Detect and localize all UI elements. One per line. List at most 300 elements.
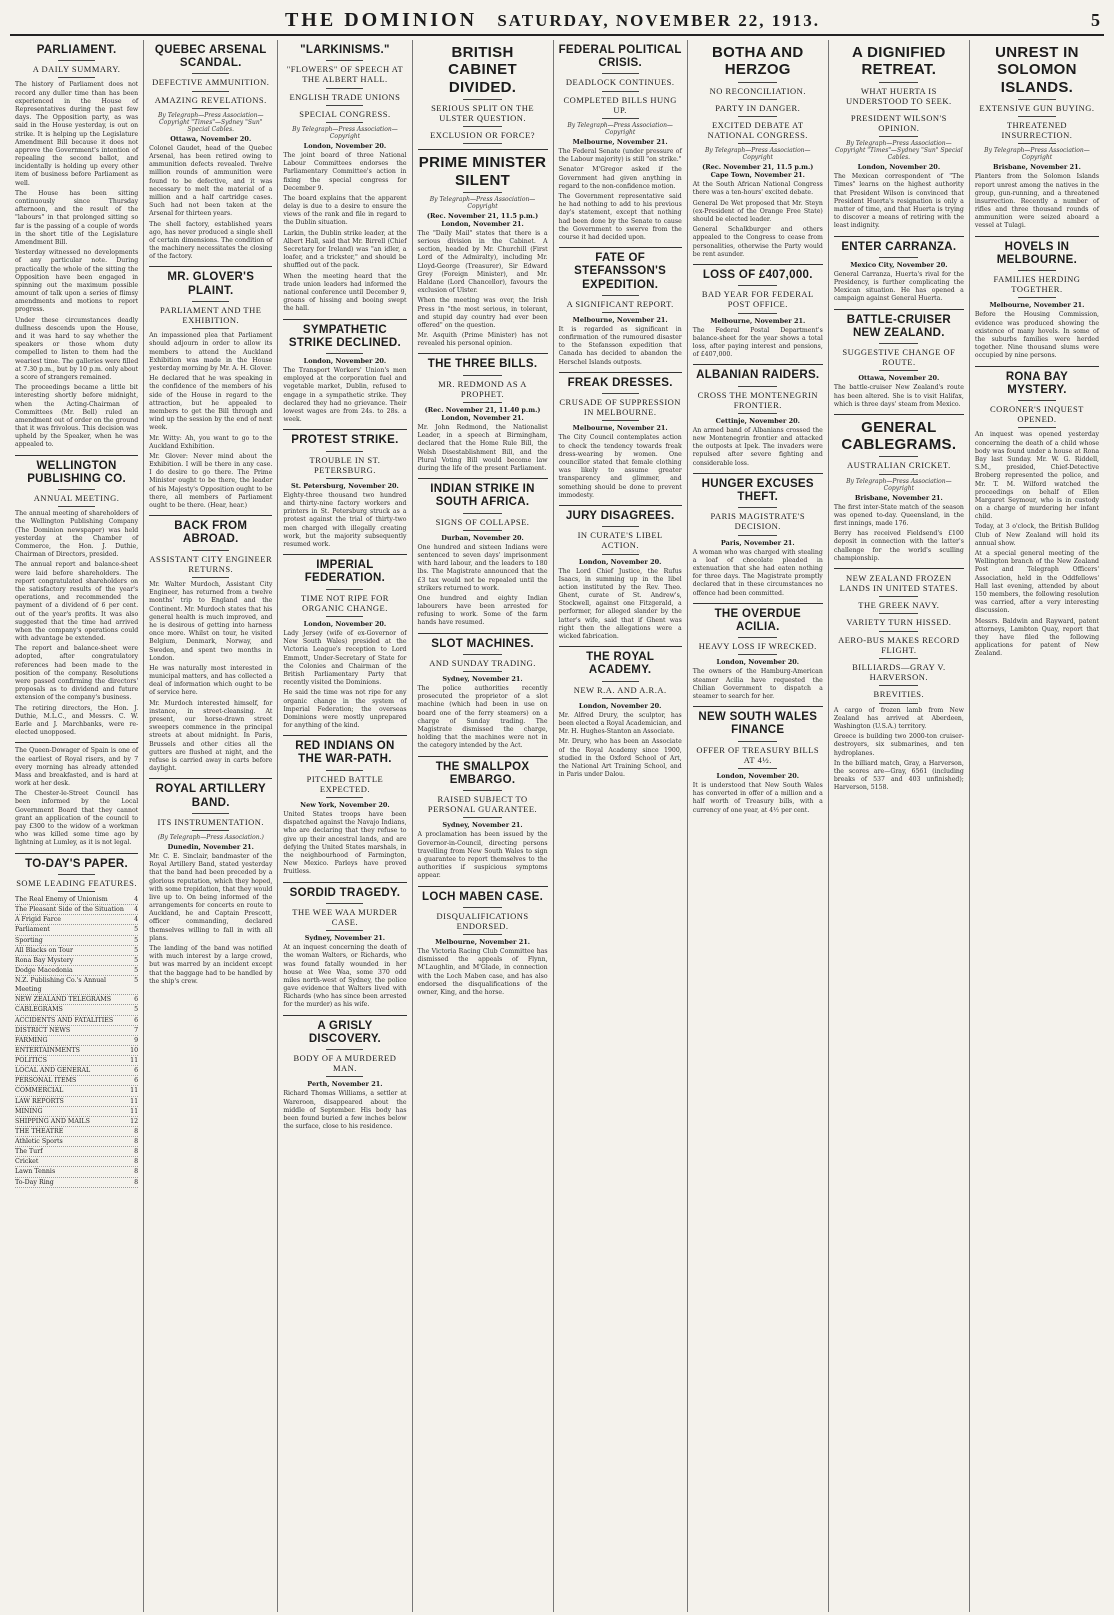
article-headline: JURY DISAGREES.: [565, 509, 675, 522]
article-subhead: AMAZING REVELATIONS.: [154, 94, 267, 105]
index-entry: [15, 936, 138, 946]
index-label: ACCIDENTS AND FATALITIES: [15, 1016, 114, 1024]
subhead-rule: [463, 126, 502, 127]
article-subhead: AERO-BUS MAKES RECORD FLIGHT.: [838, 634, 960, 655]
article-paragraph: The Federal Senate (under pressure of the Labour majority) is still "on strike.": [558, 148, 682, 164]
index-page: 8: [134, 1168, 139, 1176]
subhead-rule: [326, 797, 363, 798]
article-paragraph: The annual meeting of shareholders of the Wellington Publishing Company (The Dominion newspaper) was held yesterday at the Chamber of Commerce, the Hon. J. Duthie, Chairman of Directors, presided.: [15, 510, 139, 559]
headline-rule: [738, 637, 777, 638]
index-page: 5: [134, 926, 139, 934]
article-headline: THE THREE BILLS.: [427, 358, 538, 371]
article-separator: [15, 742, 138, 743]
subhead-rule: [463, 530, 502, 531]
index-label: The Turf: [15, 1148, 43, 1156]
subhead-rule: [463, 817, 502, 818]
dateline: London, November 20.: [716, 658, 800, 667]
headline-rule: [738, 285, 777, 286]
article-separator: [693, 473, 823, 474]
subhead-rule: [738, 768, 777, 769]
index-label: All Blacks on Tour: [15, 946, 73, 954]
article-separator: [834, 309, 964, 310]
article: [15, 455, 138, 738]
article: [834, 414, 964, 563]
dateline: London, November 20.: [578, 557, 662, 566]
column-6: [688, 40, 829, 1612]
article-separator: [834, 568, 964, 569]
column-3: [278, 40, 412, 1612]
subhead-rule: [602, 91, 639, 92]
subhead-rule: [463, 402, 502, 403]
dateline: Melbourne, November 21.: [572, 315, 668, 324]
article: [418, 756, 548, 881]
index-entry: [15, 966, 138, 976]
article-headline: HOVELS IN MELBOURNE.: [996, 240, 1078, 266]
article-paragraph: Mr. Asquith (Prime Minister) has not revealed his personal opinion.: [417, 332, 548, 348]
dateline: (Rec. November 21, 11.40 p.m.) London, November 21.: [424, 406, 541, 423]
dateline: Sydney, November 21.: [442, 675, 523, 684]
article-paragraph: The retiring directors, the Hon. J. Duthie, M.L.C., and Messrs. C. W. Earle and J. Marchbanks, were re-elected unopposed.: [15, 704, 139, 737]
article-paragraph: The report and balance-sheet were adopted, after congratulatory references had been made to the position of the company. Resolutions were passed confirming the directors' proposals as to dividend and future extension of the company's business.: [15, 645, 139, 702]
article-subhead: BODY OF A MURDERED MAN.: [293, 1053, 397, 1074]
index-page: 6: [134, 1016, 139, 1024]
subhead-rule: [738, 143, 777, 144]
article-paragraph: The first inter-State match of the season was opened to-day. Queensland, in the first innings, made 176.: [833, 503, 964, 527]
article-subhead: MR. REDMOND AS A PROPHET.: [438, 378, 527, 399]
article-headline: SLOT MACHINES.: [431, 637, 534, 650]
masthead-day: SATURDAY,: [497, 10, 610, 30]
subhead-rule: [602, 698, 639, 699]
headline-rule: [879, 456, 918, 457]
column-1: [10, 40, 144, 1612]
article-headline: QUEBEC ARSENAL SCANDAL.: [154, 44, 267, 70]
article-headline: BATTLE-CRUISER NEW ZEALAND.: [846, 313, 951, 339]
article-headline: THE ROYAL ACADEMY.: [586, 651, 655, 677]
article: [149, 266, 272, 510]
index-label: ENTERTAINMENTS: [15, 1046, 81, 1054]
article: [559, 44, 682, 242]
headline-rule: [879, 257, 918, 258]
index-label: FARMING: [15, 1036, 48, 1044]
article-subhead: ASSISTANT CITY ENGINEER RETURNS.: [149, 553, 273, 574]
article-paragraph: He said the time was not ripe for any organic change in the system of Imperial Federation; the overseas Dominions were mostly unprepared for anything of the kind.: [283, 689, 407, 730]
headline-rule: [602, 73, 639, 74]
article: [15, 853, 138, 1188]
article: [693, 603, 823, 701]
headline-rule: [879, 343, 918, 344]
index-entry: [15, 1026, 138, 1036]
index-label: LOCAL AND GENERAL: [15, 1067, 91, 1075]
article-separator: [283, 319, 406, 320]
index-entry: [15, 1107, 138, 1117]
article-subhead: SUGGESTIVE CHANGE OF ROUTE.: [842, 346, 956, 368]
headline-rule: [326, 589, 363, 590]
article-paragraph: The Lord Chief Justice, the Rufus Isaacs, in summing up in the libel action instituted by the Rev. Theo. Ghent, curate of St. Andrew's, Stockwell, against one Fitzgerald, a performer, for alleged slander by the latter's wife, said that if Ghent was right then the allegations were a wicked fabrication.: [558, 567, 682, 641]
article-separator: [283, 735, 406, 736]
headline-rule: [463, 375, 502, 376]
dateline: London, November 20.: [578, 701, 662, 710]
article-separator: [283, 429, 406, 430]
article-subhead: HEAVY LOSS IF WRECKED.: [698, 641, 817, 652]
headline-rule: [326, 451, 363, 452]
article: [559, 372, 682, 500]
subhead-rule: [879, 613, 918, 614]
subhead-rule: [192, 577, 229, 578]
index-label: CABLEGRAMS: [15, 1006, 63, 1014]
article-paragraph: An impassioned plea that Parliament should adjourn in order to allow its members to attend the Auckland Exhibition was made in the House yesterday morning by Mr. A. H. Glover.: [149, 332, 273, 372]
article-headline: MR. GLOVER'S PLAINT.: [167, 271, 255, 297]
index-label: COMMERCIAL: [15, 1087, 64, 1095]
headline-rule: [602, 681, 639, 682]
dateline: London, November 20.: [303, 141, 387, 150]
index-entry: [15, 1056, 138, 1066]
columns-container: [10, 40, 1104, 1612]
index-entry: [15, 946, 138, 956]
subhead-rule: [326, 122, 363, 123]
article-subhead: PARTY IN DANGER.: [715, 102, 801, 113]
index-entry: [15, 895, 138, 905]
article-paragraph: A cargo of frozen lamb from New Zealand has arrived at Aberdeen, Washington (U.S.A.) territory.: [833, 706, 964, 730]
article-headline: ENTER CARRANZA.: [841, 240, 957, 253]
index-entry: [15, 925, 138, 935]
index-entry: [15, 1178, 138, 1188]
article-headline: ALBANIAN RAIDERS.: [696, 369, 820, 382]
article-subhead: SIGNS OF COLLAPSE.: [435, 516, 530, 527]
article-headline: FREAK DRESSES.: [567, 376, 673, 389]
article-subhead: "FLOWERS" OF SPEECH AT THE ALBERT HALL.: [286, 64, 404, 85]
article-paragraph: When the meeting was over, the Irish Press in "the most serious, in tolerant, and stupid day country had ever been offered" on the question.: [417, 297, 548, 329]
index-page: 11: [130, 1087, 139, 1095]
headline-rule: [326, 770, 363, 771]
subhead-rule: [738, 413, 777, 414]
article-headline: IMPERIAL FEDERATION.: [304, 559, 386, 585]
subhead-rule: [1018, 427, 1055, 428]
article-subhead: A DAILY SUMMARY.: [32, 64, 121, 75]
article-paragraph: The Queen-Dowager of Spain is one of the earliest of Royal risers, and by 7 every morning has already attended Mass and breakfasted, and is hard at work at her desk.: [15, 747, 139, 788]
subhead-rule: [463, 934, 502, 935]
article-separator: [693, 264, 823, 265]
article-paragraph: United States troops have been dispatched against the Navajo Indians, who are declaring that they refuse to give up their ancestral lands, and are defying the United States marshals, in the neighbourhood of Farmington, New Mexico. Parleys have proved fruitless.: [283, 811, 407, 876]
index-entry: [15, 1016, 138, 1026]
article-headline: BOTHA AND HERZOG: [711, 44, 804, 79]
dateline: Paris, November 21.: [720, 538, 795, 547]
index-page: 11: [130, 1097, 139, 1105]
index-label: Parliament: [15, 926, 50, 934]
article-paragraph: One hundred and eighty Indian labourers have been arrested for refusing to work. Some of the farm hands have resumed.: [417, 594, 548, 627]
article-headline: PROTEST STRIKE.: [291, 434, 399, 447]
article-paragraph: Berry has received Fieldsend's £100 deposit in connection with the latter's challenge for the world's sculling championship.: [833, 530, 964, 562]
subhead-rule: [192, 830, 229, 831]
index-label: DISTRICT NEWS: [15, 1026, 71, 1034]
headline-rule: [326, 353, 363, 354]
article-paragraph: In the billiard match, Gray, a Harverson, the scores are—Gray, 6561 (including breaks of 537 and 403 unfinished); Harverson, 5158.: [833, 759, 964, 792]
article-headline: SORDID TRAGEDY.: [289, 886, 401, 899]
article-paragraph: Mr. Drury, who has been an Associate of the Royal Academy since 1900, studied in the Oxford School of Art, the National Art Training School, and in Paris under Dalou.: [558, 738, 682, 779]
article-paragraph: It is understood that New South Wales has converted in offer of a million and a half worth of Treasury bills, with a currency of one year, at 4½ per cent.: [692, 781, 823, 814]
subhead-rule: [738, 116, 777, 117]
article-subhead: DEFECTIVE AMMUNITION.: [152, 77, 270, 88]
article: [834, 568, 964, 793]
newspaper-title: THE DOMINION: [284, 8, 478, 31]
article-paragraph: General De Wet proposed that Mr. Steyn (ex-President of the Orange Free State) should be elected leader.: [692, 199, 823, 223]
dateline: Dunedin, November 21.: [167, 842, 254, 851]
subhead-rule: [738, 535, 777, 536]
subhead-rule: [879, 703, 918, 704]
article-separator: [559, 646, 682, 647]
article: [283, 882, 406, 1010]
article-paragraph: The House has been sitting continuously since Thursday afternoon, and the result of the "labours" in that prolonged sitting so far is the passing of a couple of words in the short title of the Legislature Amendment Bill.: [15, 189, 139, 246]
dateline: (Rec. November 21, 11.5 p.m.) Cape Town, November 21.: [702, 163, 814, 180]
press-credit: By Telegraph—Press Association—Copyright: [292, 125, 398, 140]
index-label: Athletic Sports: [15, 1138, 63, 1145]
article-paragraph: Senator M'Gregor asked if the Government had given anything in regard to the non-confidence motion.: [558, 166, 682, 190]
article-paragraph: Before the Housing Commission, evidence was produced showing the existence of many hovels. In some of the suburbs families were herded together. Nine thousand slums were occupied by nine persons.: [974, 311, 1100, 360]
headline-rule: [192, 813, 229, 814]
subhead-rule: [326, 616, 363, 617]
article-paragraph: It is regarded as significant in confirmation of the rumoured disaster to the Stefansson expedition that Canada has decided to abandon the Herschel Islands outposts.: [558, 325, 682, 366]
headline-rule: [1018, 270, 1055, 271]
headline-rule: [602, 526, 639, 527]
subhead-rule: [58, 77, 95, 78]
press-credit: By Telegraph—Press Association—Copyright: [705, 147, 811, 162]
article-paragraph: At the South African National Congress there was a ten-hours' excited debate.: [692, 181, 823, 197]
index-page: 7: [134, 1026, 139, 1034]
dateline: (Rec. November 21, 11.5 p.m.) London, November 21.: [426, 211, 539, 228]
article-subhead: CRUSADE OF SUPPRESSION IN MELBOURNE.: [559, 397, 681, 418]
subhead-rule: [738, 99, 777, 100]
masthead-center: [285, 9, 820, 32]
article-subhead: CROSS THE MONTENEGRIN FRONTIER.: [697, 389, 818, 410]
article-paragraph: He was naturally most interested in municipal matters, and has collected a deal of information which ought to be of service here.: [149, 664, 273, 697]
article: [283, 1015, 406, 1132]
index-page: 10: [130, 1046, 139, 1054]
subhead-rule: [326, 478, 363, 479]
article-subhead: TIME NOT RIPE FOR ORGANIC CHANGE.: [300, 592, 389, 613]
article-subhead: DISQUALIFICATIONS ENDORSED.: [436, 910, 529, 931]
article-subhead: EXCITED DEBATE AT NATIONAL CONGRESS.: [707, 119, 808, 141]
article: [559, 505, 682, 641]
article-paragraph: An inquest was opened yesterday concerning the death of a child whose body was found under a house at Rona Bay last Sunday. Mr. W. G. Riddell, S.M., presided, Chief-Detective Broberg represented the police, and Mr. T. M. Wilford watched the proceedings on behalf of Ellen Margaret Seymour, who is in custody on a charge of murdering her infant child.: [974, 431, 1100, 521]
headline-rule: [58, 60, 95, 61]
subhead-rule: [602, 312, 639, 313]
article: [418, 44, 548, 144]
subhead-rule: [192, 91, 229, 92]
article-subhead: IN CURATE'S LIBEL ACTION.: [577, 530, 663, 551]
masthead-date: NOVEMBER 22, 1913.: [615, 10, 821, 30]
article-paragraph: The City Council contemplates action to check the tendency towards freak dress-wearing by women. One councillor stated that female clothing was likely to assume greater transparency and glimmer, and something should be done to prevent immodesty.: [558, 434, 682, 499]
article-headline: SYMPATHETIC STRIKE DECLINED.: [288, 323, 401, 349]
article-paragraph: Today, at 3 o'clock, the British Bulldog Club of New Zealand will hold its annual show.: [974, 523, 1100, 547]
index-page: 5: [134, 946, 139, 954]
index-page: 4: [134, 906, 139, 914]
index-label: A Frigid Farce: [15, 916, 61, 924]
article: [975, 236, 1099, 361]
article-subhead: CORONER'S INQUEST OPENED.: [990, 404, 1084, 425]
article-subhead: SPECIAL CONGRESS.: [299, 108, 391, 119]
article-separator: [693, 603, 823, 604]
article: [418, 149, 548, 348]
article: [834, 236, 964, 304]
dateline: Ottawa, November 20.: [170, 134, 252, 143]
index-page: 4: [134, 896, 139, 903]
subhead-rule: [738, 313, 777, 314]
article: [975, 44, 1099, 231]
subhead-rule: [192, 108, 229, 109]
subhead-rule: [58, 891, 95, 892]
column-5: [554, 40, 688, 1612]
index-label: Lawn Tennis: [15, 1168, 56, 1176]
article-paragraph: The Victoria Racing Club Committee has dismissed the appeals of Flynn, M'Laughlin, and M'Glade, in connection with the Loch Maben case, and has also endorsed the disqualifications of the owner, King, and the horse.: [417, 948, 548, 997]
article: [418, 353, 548, 473]
subhead-rule: [879, 474, 918, 475]
index-entry: [15, 1157, 138, 1167]
page-number: 5: [1090, 9, 1100, 30]
dateline: Perth, November 21.: [307, 1080, 383, 1089]
article-headline: INDIAN STRIKE IN SOUTH AFRICA.: [430, 483, 535, 509]
press-credit: By Telegraph—Press Association—Copyright: [984, 147, 1090, 162]
article-headline: RED INDIANS ON THE WAR-PATH.: [295, 740, 395, 766]
article: [149, 44, 272, 261]
index-entry: [15, 1167, 138, 1177]
article-separator: [559, 372, 682, 373]
headline-rule: [602, 393, 639, 394]
article-separator: [418, 756, 548, 757]
index-label: To-Day Ring: [15, 1178, 54, 1186]
article-paragraph: Messrs. Baldwin and Rayward, patent attorneys, Lambton Quay, report that they have filed the following applications for patent of New Zealand.: [974, 617, 1100, 658]
article-headline: UNREST IN SOLOMON ISLANDS.: [995, 44, 1079, 96]
headline-rule: [192, 73, 229, 74]
article: [283, 554, 406, 730]
article-paragraph: General Carranza, Huerta's rival for the Presidency, is further complicating the Mexican situation. He has opened a campaign against General Huerta.: [833, 270, 964, 303]
article-paragraph: Greece is building two 2000-ton cruiser-destroyers, six submarines, and ten hydroplanes.: [833, 733, 964, 757]
column-2: [144, 40, 278, 1612]
index-page: 5: [134, 977, 139, 984]
article-subhead: ENGLISH TRADE UNIONS: [289, 91, 401, 102]
article-subhead: BILLIARDS—GRAY V. HARVERSON.: [852, 662, 946, 683]
article-headline: THE OVERDUE ACILIA.: [714, 607, 801, 633]
article-paragraph: The annual report and balance-sheet were laid before shareholders. The report congratulated shareholders on the satisfactory results of the year's operations, and recommended the payment of a dividend of 6 per cent. out of the year's profits. It was also suggested that the time had arrived when the company's operations could with advantage be extended.: [15, 561, 139, 643]
article-headline: FEDERAL POLITICAL CRISIS.: [558, 44, 682, 70]
article-paragraph: Yesterday witnessed no developments of any particular note. During practically the whole of the sitting the Opposition have been engaged in spinning out the maximum possible amount of talk upon a series of flimsy amendments and motions to report progress.: [15, 249, 139, 314]
article: [418, 633, 548, 751]
dateline: Melbourne, November 21.: [435, 938, 531, 947]
article-paragraph: The "Daily Mail" states that there is a serious division in the Cabinet. A section, headed by Mr. Churchill (First Lord of the Admiralty), including Mr. Lloyd-George (Treasurer), Sir Edward Grey (Foreign Minister), and Mr. Haldane (Lord Chancellor), favours the exclusion of Ulster.: [417, 229, 548, 295]
subhead-rule: [326, 930, 363, 931]
headline-rule: [1018, 99, 1055, 100]
article-headline: HUNGER EXCUSES THEFT.: [701, 477, 814, 504]
press-credit: By Telegraph—Press Association—Copyright: [846, 477, 952, 492]
dateline: Sydney, November 21.: [304, 934, 386, 943]
article-separator: [559, 505, 682, 506]
article-subhead: NEW R.A. AND A.R.A.: [573, 684, 667, 695]
article-subhead: FAMILIES HERDING TOGETHER.: [993, 274, 1081, 295]
article-headline: PARLIAMENT.: [36, 44, 117, 56]
article-subhead: EXTENSIVE GUN BUYING.: [979, 102, 1095, 113]
article-paragraph: The Transport Workers' Union's men employed at the corporation fuel and vegetable market, Dublin, refused to engage in a sympathetic strike. They declared they had no grievance. Their lowest wages are from 24s. to 28s. a week.: [283, 366, 407, 424]
dateline: Melbourne, November 21.: [710, 316, 806, 325]
dateline: Mexico City, November 20.: [850, 260, 948, 269]
index-page: 12: [130, 1117, 139, 1125]
article-subhead: PARIS MAGISTRATE'S DECISION.: [710, 511, 806, 532]
article-paragraph: Eighty-three thousand two hundred and thirty-nine factory workers and printers in St. Petersburg struck as a protest against the trial of thirty-two men charged with illegally creating work, but the majority subsequently resumed work.: [283, 491, 407, 548]
article-paragraph: The board explains that the apparent delay is due to a desire to ensure the views of the rank and file in regard to the Dublin situation.: [283, 194, 407, 227]
press-credit: By Telegraph—Press Association—Copyright "Times"—Sydney "Sun" Special Cables.: [835, 140, 963, 162]
index-entry: [15, 1036, 138, 1046]
article-subhead: TROUBLE IN ST. PETERSBURG.: [309, 454, 381, 475]
index-entry: [15, 1086, 138, 1096]
article-subhead: PITCHED BATTLE EXPECTED.: [306, 773, 384, 794]
index-label: The Real Enemy of Unionism: [15, 896, 108, 903]
article-paragraph: Colonel Gaudet, head of the Quebec Arsenal, has been retired owing to ammunition defects revealed. Twelve million rounds of ammunition were found to be defective, and it was necessary to melt the material of a million and a half cartridge cases. Such had not been taken at the Arsenal for thirteen years.: [149, 144, 273, 218]
subhead-rule: [879, 658, 918, 659]
dateline: London, November 20.: [716, 771, 800, 780]
index-page: 5: [134, 966, 139, 974]
article-paragraph: The Chester-le-Street Council has been informed by the Local Government Board that they cannot grant an application of the council to pay £300 to the widow of a workman who was killed some time ago by lightning at Lumley, as it is not legal.: [15, 790, 139, 847]
article-separator: [418, 149, 548, 150]
index-label: POLITICS: [15, 1057, 47, 1064]
article-subhead: A SIGNIFICANT REPORT.: [566, 298, 674, 309]
index-page: 9: [134, 1036, 139, 1044]
subhead-rule: [326, 1076, 363, 1077]
headline-rule: [463, 513, 502, 514]
column-7: [829, 40, 970, 1612]
article-paragraph: He declared that he was speaking in the confidence of the members of his side of the House in regard to the attraction, but he appealed to members to get the Bill through and wind up the session by the end of next week.: [149, 375, 273, 432]
article-paragraph: Mr. Glover: Never mind about the Exhibition. I will be there in any case. I do desire to go there. The Prime Minister ought to be there, the leader of his Majesty's Opposition ought to be there, all members of Parliament ought to be there. (Hear, hear.): [149, 452, 273, 509]
dateline: Melbourne, November 21.: [572, 424, 668, 433]
index-entry: [15, 1147, 138, 1157]
subhead-rule: [1018, 143, 1055, 144]
subhead-rule: [1018, 297, 1055, 298]
dateline: St. Petersburg, November 20.: [291, 481, 399, 490]
article-separator: [693, 364, 823, 365]
article-headline: A DIGNIFIED RETREAT.: [852, 44, 946, 79]
article: [283, 429, 406, 549]
index-label: SHIPPING AND MAILS: [15, 1117, 90, 1125]
article-separator: [418, 478, 548, 479]
article-subhead: EXCLUSION OR FORCE?: [430, 130, 535, 141]
article-headline: LOSS OF £407,000.: [702, 268, 813, 281]
article-headline: "LARKINISMS.": [300, 44, 390, 56]
dateline: New York, November 20.: [300, 801, 390, 810]
index-entry: [15, 1005, 138, 1015]
article: [418, 886, 548, 998]
index-page: 8: [134, 1127, 139, 1135]
article-paragraph: Mr. John Redmond, the Nationalist Leader, in a speech at Birmingham, declared that the Home Rule Bill, the Welsh Disestablishment Bill, and the Plural Voting Bill would become law during the life of the present Parliament.: [417, 424, 548, 472]
article-paragraph: At a special general meeting of the Wellington branch of the New Zealand Post and Telegraph Officers' Association, held in the Oddfellows' Hall last evening, attended by about 150 members, the following resolution was carried, after a very interesting discussion.: [974, 550, 1100, 615]
index-entry: [15, 1097, 138, 1107]
article: [834, 309, 964, 409]
article-headline: RONA BAY MYSTERY.: [1005, 370, 1069, 396]
subhead-rule: [879, 631, 918, 632]
article-subhead: SOME LEADING FEATURES.: [16, 877, 137, 888]
headline-rule: [326, 1049, 363, 1050]
article-separator: [693, 706, 823, 707]
headline-rule: [879, 82, 918, 83]
index-page: 5: [134, 1006, 139, 1014]
dateline: London, November 20.: [857, 163, 941, 172]
headline-rule: [463, 790, 502, 791]
article-separator: [15, 455, 138, 456]
article: [283, 735, 406, 876]
dateline: London, November 20.: [303, 356, 387, 365]
article: [418, 478, 548, 628]
article-paragraph: An armed band of Albanians crossed the new Montenegrin frontier and attacked the outposts at Ipek. The invaders were repulsed after severe fighting and considerable loss.: [692, 426, 823, 467]
subhead-rule: [879, 596, 918, 597]
article-paragraph: General Schalkburger and others appealed to the Congress to cease from personalities, otherwise the Party would be rent asunder.: [692, 226, 823, 258]
index-entry: [15, 1076, 138, 1086]
article-paragraph: When the meeting heard that the trade union leaders had informed the national conference until December 9, groans of hissing and booing swept the hall.: [283, 272, 407, 313]
headline-rule: [602, 295, 639, 296]
